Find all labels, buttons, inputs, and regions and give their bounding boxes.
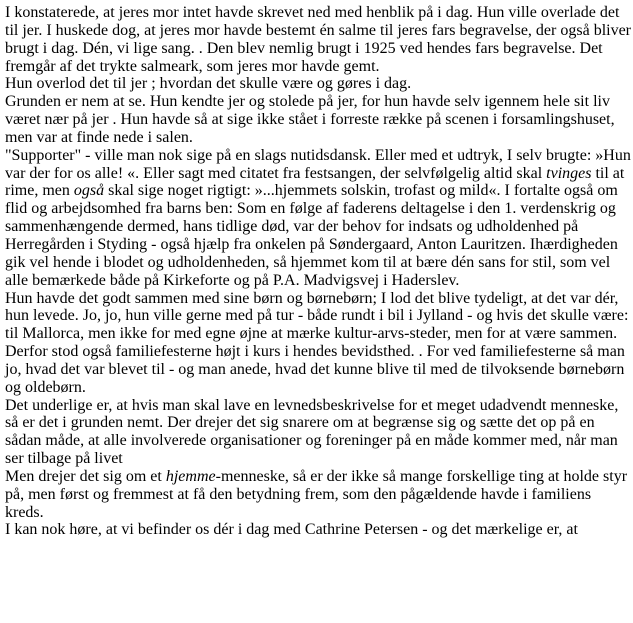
paragraph	[5, 4, 633, 75]
paragraph-text: "Supporter" - ville man nok sige på en slags nutidsdansk. Eller med et udtryk, I selv brugte: »Hun var der for os alle! «. Eller sagt med citatet fra festsangen, der selvfølgelig altid skal	[5, 146, 631, 182]
paragraph-text: Hun havde det godt sammen med sine børn og børnebørn; I lod det blive tydeligt, at det var dér, hun levede. Jo, jo, hun ville gerne med på tur - både rundt i bil i Jylland - og hvis det skulle være: til Mallorca, men ikke for med egne øjne at mærke kultur-arvs-steder, men for at være sammen.	[5, 289, 629, 343]
paragraph	[5, 397, 633, 468]
emphasis-text: hjemme	[165, 467, 216, 485]
paragraph	[5, 468, 633, 522]
emphasis-text: også	[73, 182, 105, 200]
paragraph-text: Men drejer det sig om et	[5, 467, 166, 485]
paragraph	[5, 521, 633, 539]
paragraph-text: Det underlige er, at hvis man skal lave en levnedsbeskrivelse for et meget udadvendt menneske, så er det i grunden nemt. Der drejer det sig snarere om at begrænse sig og sætte det op på en sådan måde, at alle involverede organisationer og foreninger på en måde kommer med, når man ser tilbage på livet	[5, 396, 619, 468]
paragraph-text: skal sige noget rigtigt: »...hjemmets solskin, trofast og mild«. I fortalte også om flid og arbejdsomhed fra barns ben: Som en følge af faderens deltagelse i den 1. verdenskrig og sammenhængende dermed, hans tidlige død, var der behov for indsats og udholdenhed på Herregården i Styding - også hjælp fra onkelen på Søndergaard, Anton Lauritzen. Ihærdigheden gik vel hende i blodet og udholdenheden, så hjemmet kom til at bære dén sans for stil, som vel alle bemærkede både på Kirkeforte og på P.A. Madvigsvej i Haderslev.	[5, 182, 618, 289]
paragraph-text: -menneske, så er der ikke så mange forskellige ting at holde styr på, men først og fremmest at få den betydning frem, som den pågældende havde i familiens kreds.	[5, 467, 628, 521]
paragraph	[5, 147, 633, 290]
paragraph	[5, 93, 633, 147]
paragraph-text: Derfor stod også familiefesterne højt i kurs i hendes bevidsthed. . For ved familiefesterne så man jo, hvad det var blevet til - og man anede, hvad det kunne blive til med de tilvoksende børnebørn og oldebørn.	[5, 343, 625, 396]
paragraph-text: Grunden er nem at se. Hun kendte jer og stolede på jer, for hun havde selv igennem hele sit liv været nær på jer . Hun havde så at sige ikke stået i forreste række på scenen i forsamlingshuset, men var at finde nede i salen.	[5, 93, 615, 146]
paragraph	[5, 343, 633, 397]
paragraph-text: I konstaterede, at jeres mor intet havde skrevet ned med henblik på i dag. Hun ville overlade det til jer. I huskede dog, at jeres mor havde bestemt én salme til jeres fars begravelse, der også bliver brugt i dag. Dén, vi lige sang. . Den blev nemlig brugt i 1925 ved hendes fars begravelse. Det fremgår af det trykte salmeark, som jeres mor havde gemt.	[5, 4, 632, 75]
paragraph-text: til at rime, men	[5, 164, 625, 200]
paragraph-text: I kan nok høre, at vi befinder os dér i dag med Cathrine Petersen - og det mærkelige er, at	[5, 521, 578, 539]
emphasis-text: tvinges	[546, 164, 592, 182]
paragraph-text: Hun overlod det til jer ; hvordan det skulle være og gøres i dag.	[5, 75, 412, 93]
paragraph	[5, 290, 633, 344]
document-body	[5, 4, 633, 539]
paragraph	[5, 75, 633, 93]
